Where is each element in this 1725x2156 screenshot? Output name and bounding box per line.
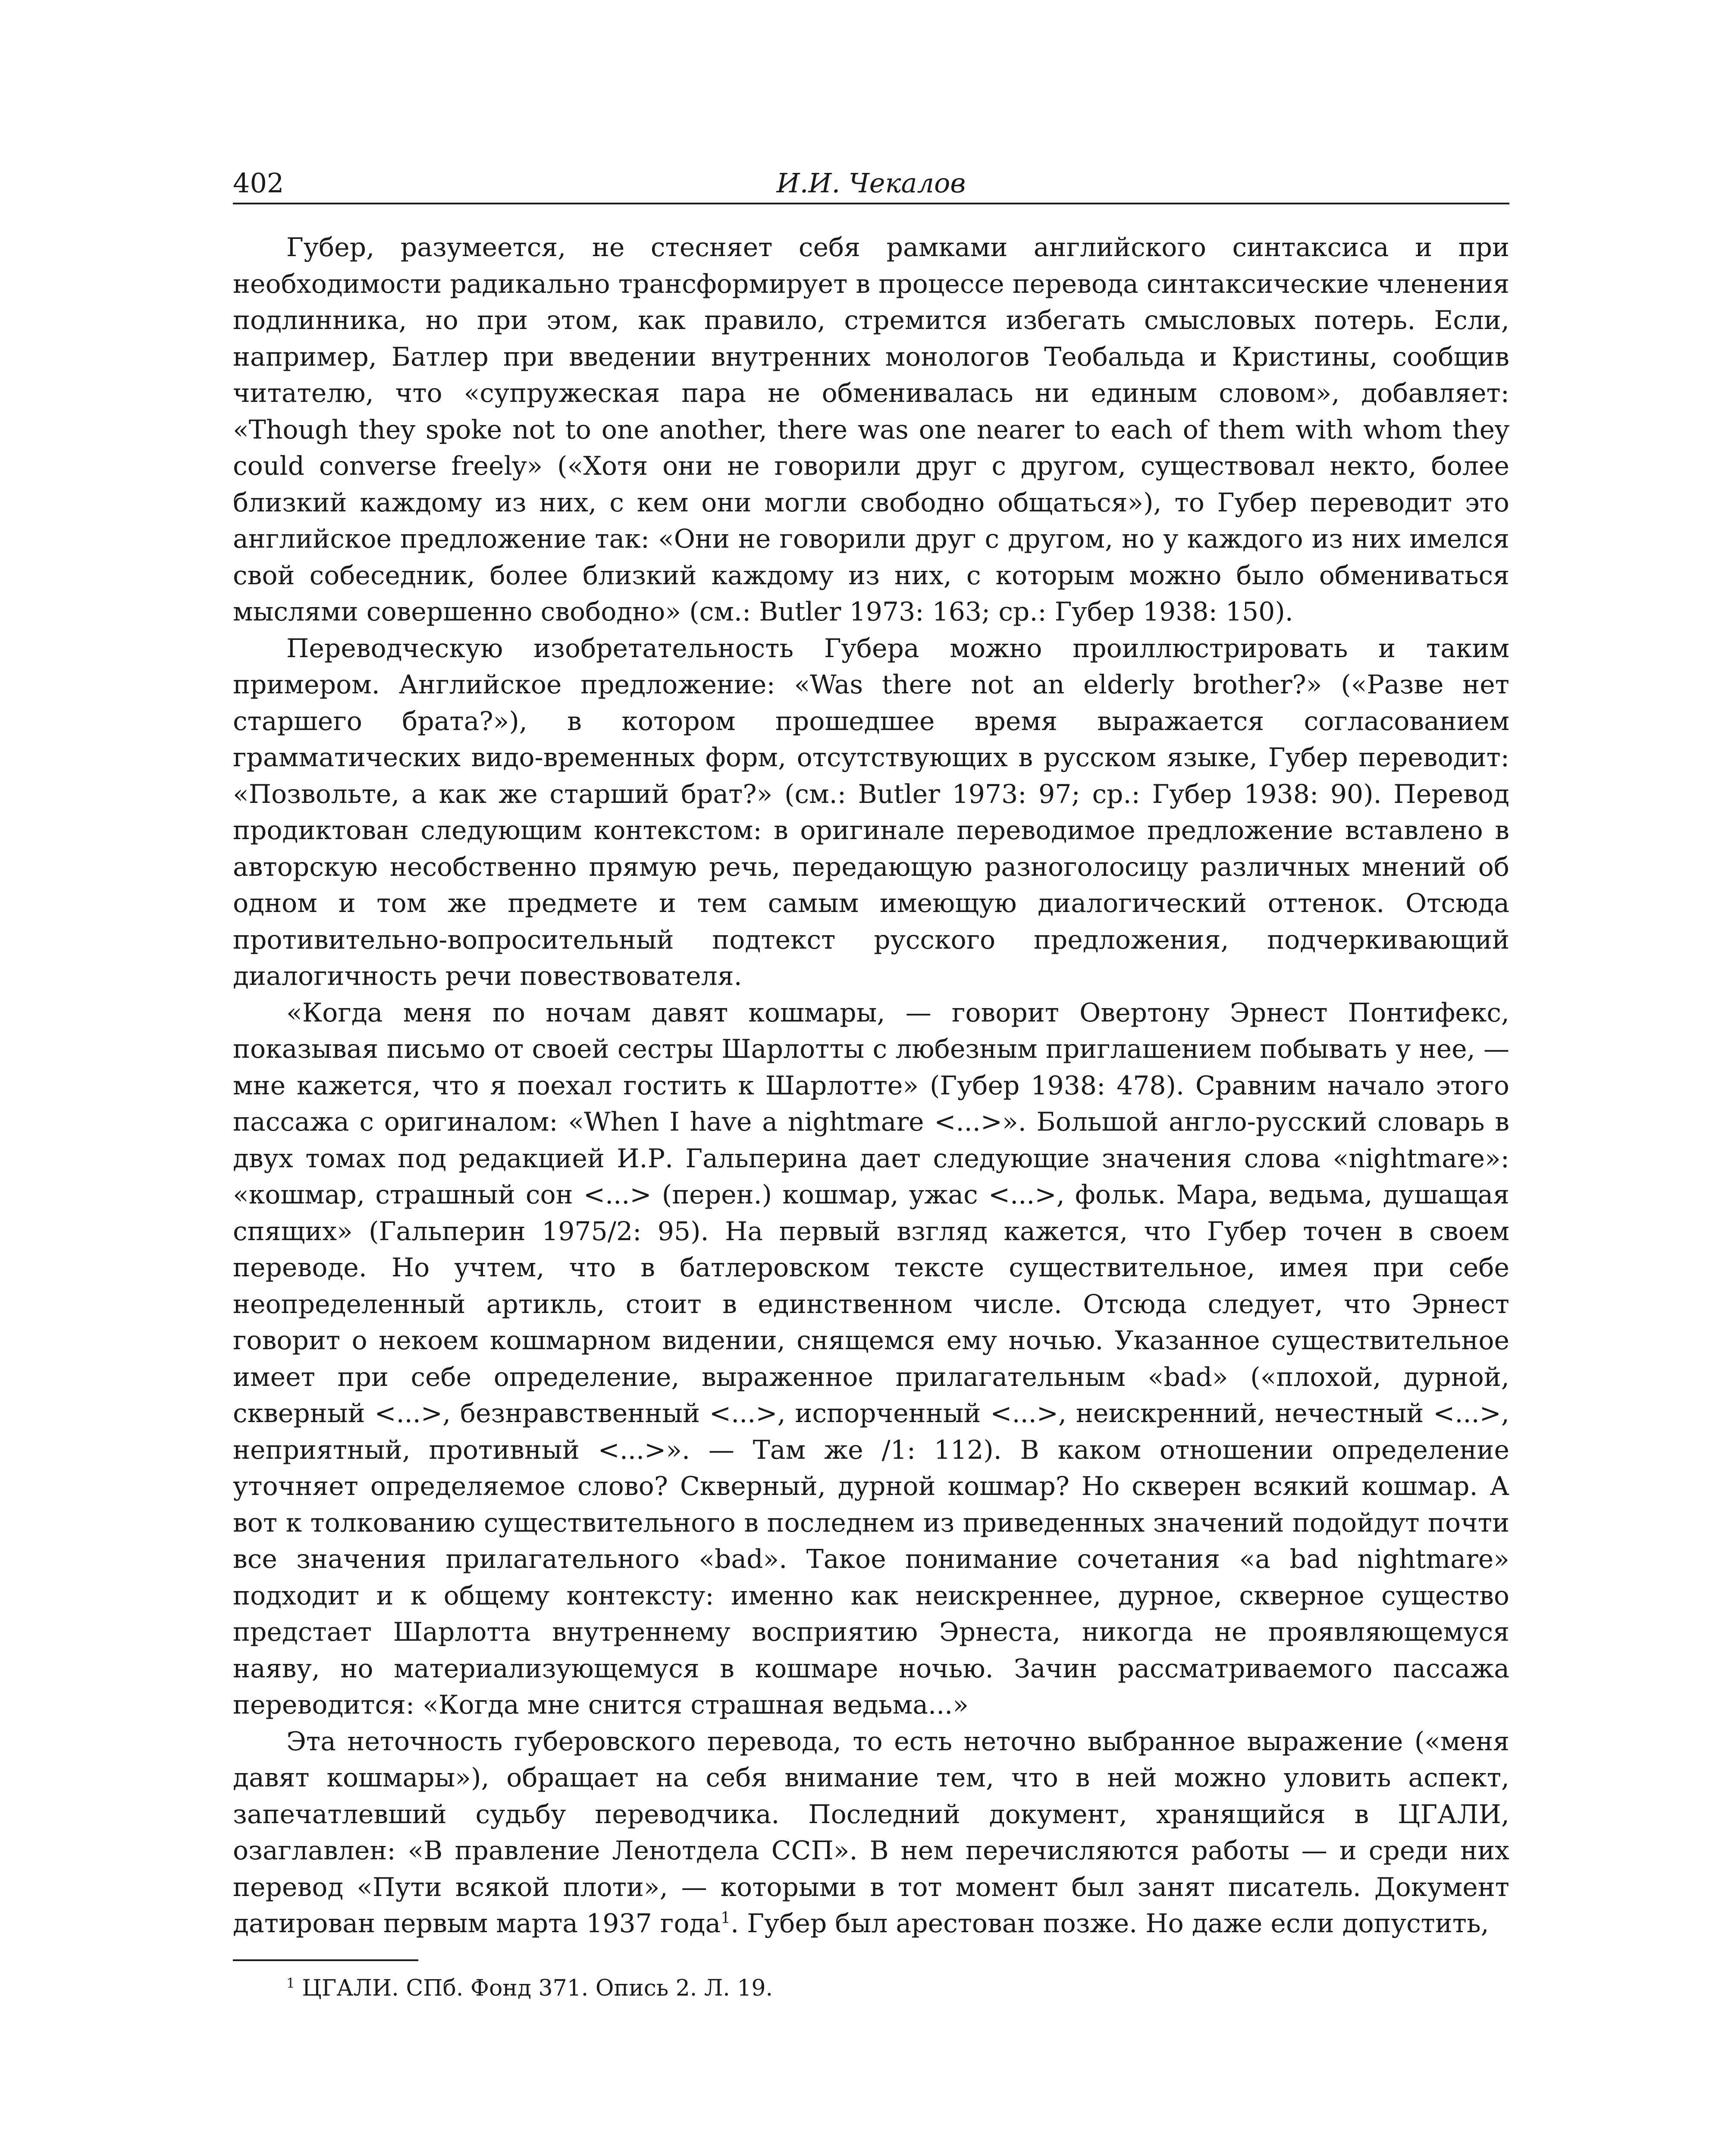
paragraph: «Когда меня по ночам давят кошмары, — говорит Овертону Эрнест Понтифекс, показывая письмо от своей сестры Шарлотты с любезным приглашением побывать у нее, — мне кажется, что я поехал гостить к Шарлотте» (Губер 1938: 478). Сравним начало этого пассажа с оригиналом: «When I have a nightmare <...>». Большой англо-русский словарь в двух томах под редакцией И.Р. Гальперина дает следующие значения слова «nightmare»: «кошмар, страшный сон <...> (перен.) кошмар, ужас <...>, фольк. Мара, ведьма, душащая спящих» (Гальперин 1975/2: 95). На первый взгляд кажется, что Губер точен в своем переводе. Но учтем, что в батлеровском тексте существительное, имея при себе неопределенный артикль, стоит в единственном числе. Отсюда следует, что Эрнест говорит о некоем кошмарном видении, снящемся ему ночью. Указанное существительное имеет при себе определение, выраженное прилагательным «bad» («плохой, дурной, скверный <...>, безнравственный <...>, испорченный <...>, неискренний, нечестный <...>, неприятный, противный <...>». — Там же /1: 112). В каком отношении определение уточняет определяемое слово? Скверный, дурной кошмар? Но скверен всякий кошмар. А вот к толкованию существительного в последнем из приведенных значений подойдут почти все значения прилагательного «bad». Такое понимание сочетания «a bad nightmare» подходит и к общему контексту: именно как неискреннее, дурное, скверное существо предстает Шарлотта внутреннему восприятию Эрнеста, никогда не проявляющемуся наяву, но материализующемуся в кошмаре ночью. Зачин рассматриваемого пассажа переводится: «Когда мне снится страшная ведьма...» <box>233 997 1509 1720</box>
page <box>233 160 1509 2003</box>
running-head <box>233 160 1509 204</box>
running-title: И.И. Чекалов <box>776 167 966 199</box>
paragraph: Губер, разумеется, не стесняет себя рамками английского синтаксиса и при необходимости радикально трансформирует в процессе перевода синтаксические членения подлинника, но при этом, как правило, стремится избегать смысловых потерь. Если, например, Батлер при введении внутренних монологов Теобальда и Кристины, сообщив читателю, что «супружеская пара не обменивалась ни единым словом», добавляет: «Though they spoke not to one another, there was one nearer to each of them with whom they could converse freely» («Хотя они не говорили друг с другом, существовал некто, более близкий каждому из них, с кем они могли свободно общаться»), то Губер переводит это английское предложение так: «Они не говорили друг с другом, но у каждого из них имелся свой собеседник, более близкий каждому из них, с которым можно было обмениваться мыслями совершенно свободно» (см.: Butler 1973: 163; ср.: Губер 1938: 150). <box>233 232 1509 627</box>
body-text <box>233 229 1509 1942</box>
paragraph-text: Эта неточность губеровского перевода, то есть неточно выбранное выражение («меня давят кошмары»), обращает на себя внимание тем, что в ней можно уловить аспект, запечатлевший судьбу переводчика. Последний документ, хранящийся в ЦГАЛИ, озаглавлен: «В правление Ленотдела ССП». В нем перечисляются работы — и среди них перевод «Пути всякой плоти», — которыми в тот момент был занят писатель. Документ датирован первым марта 1937 года <box>233 1726 1509 1939</box>
paragraph: Переводческую изобретательность Губера можно проиллюстрировать и таким примером. Английское предложение: «Was there not an elderly brother?» («Разве нет старшего брата?»), в котором прошедшее время выражается согласованием грамматических видо-временных форм, отсутствующих в русском языке, Губер переводит: «Позвольте, а как же старший брат?» (см.: Butler 1973: 97; ср.: Губер 1938: 90). Перевод продиктован следующим контекстом: в оригинале переводимое предложение вставлено в авторскую несобственно прямую речь, передающую разноголосицу различных мнений об одном и том же предмете и тем самым имеющую диалогический оттенок. Отсюда противительно-вопросительный подтекст русского предложения, подчеркивающий диалогичность речи повествователя. <box>233 633 1509 991</box>
paragraph-text: . Губер был арестован позже. Но даже если допустить, <box>731 1908 1489 1939</box>
footnote-divider <box>233 1959 418 1961</box>
footnote <box>233 1973 1509 2003</box>
footnote-marker: 1 <box>286 1975 295 1991</box>
page-number: 402 <box>233 167 284 199</box>
paragraph <box>233 1724 1509 1942</box>
footnote-reference: 1 <box>721 1909 731 1927</box>
footnote-text: ЦГАЛИ. СПб. Фонд 371. Опись 2. Л. 19. <box>295 1975 773 2001</box>
